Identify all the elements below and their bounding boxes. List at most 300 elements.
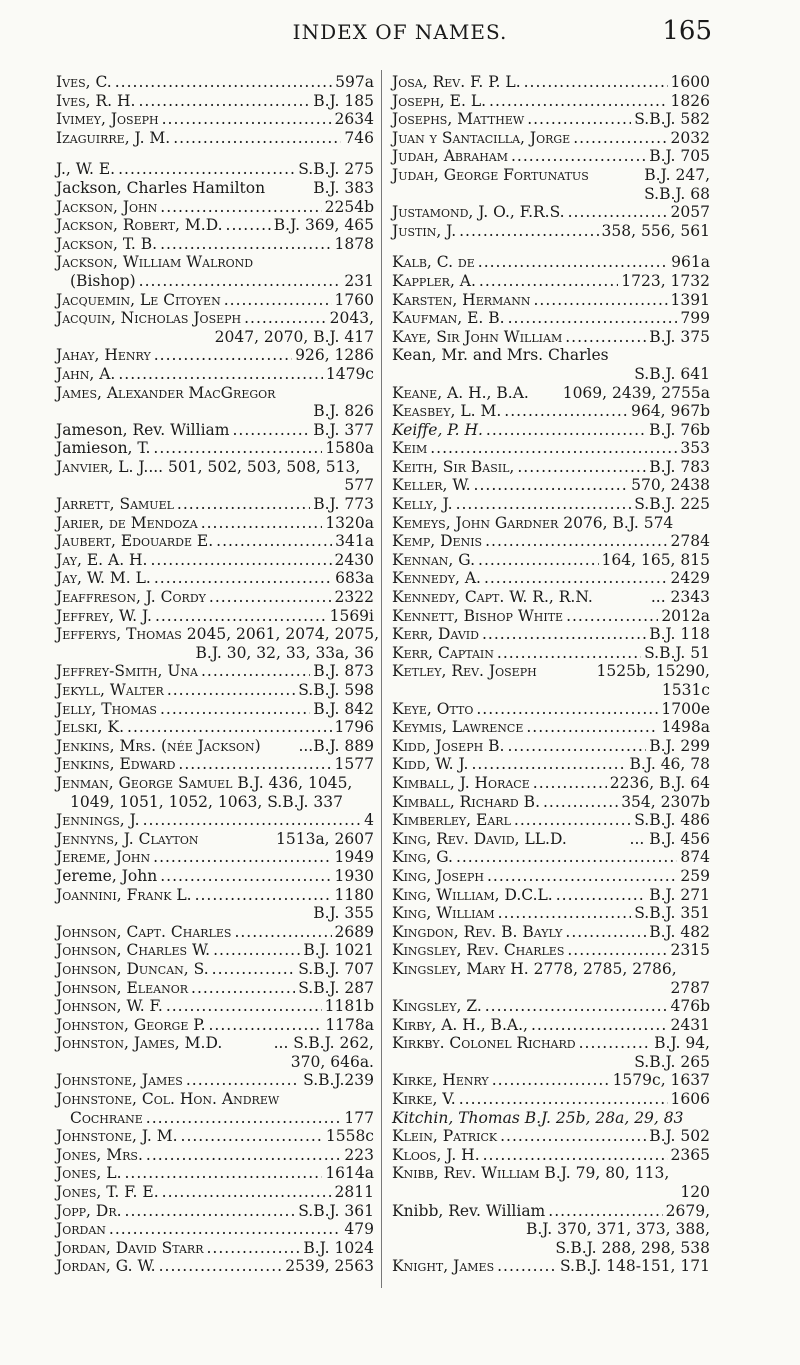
- entry-name: Jones, T. F. E.: [56, 1183, 159, 1202]
- right-column: [392, 73, 710, 1276]
- entry-reference: 2315: [670, 941, 710, 960]
- leader-dots: [153, 848, 331, 867]
- entry-reference: B.J. 369, 465: [273, 216, 374, 235]
- entry-reference: S.B.J. 51: [644, 643, 710, 662]
- index-entry: [56, 421, 374, 440]
- entry-reference: 1181b: [324, 997, 374, 1016]
- entry-name: Justin, J.: [392, 221, 457, 240]
- index-entry-continuation: B.J. 30, 32, 33, 33a, 36: [195, 643, 374, 662]
- entry-name: Jameson, Rev. William: [56, 420, 230, 439]
- index-entry: [56, 588, 374, 607]
- leader-dots: [487, 867, 677, 886]
- index-entry-continuation: 2787: [670, 978, 710, 997]
- index-entry: [56, 73, 374, 92]
- index-entry-continuation: 120: [680, 1183, 710, 1202]
- leader-dots: [484, 569, 668, 588]
- index-entry: [392, 1257, 710, 1276]
- entry-name: Kennett, Bishop White: [392, 606, 564, 625]
- entry-name: J., W. E.: [56, 160, 116, 179]
- leader-dots: [181, 1127, 323, 1146]
- entry-reference: B.J. 705: [649, 147, 710, 166]
- entry-reference: 341a: [335, 532, 374, 551]
- leader-dots: [162, 1183, 332, 1202]
- leader-dots: [565, 923, 646, 942]
- entry-reference: S.B.J. 582: [634, 110, 710, 129]
- entry-name: Kloos, J. H.: [392, 1145, 480, 1164]
- leader-dots: [209, 588, 332, 607]
- column-divider: [381, 70, 382, 1288]
- index-entry: [56, 551, 374, 570]
- index-entry: [56, 198, 374, 217]
- leader-dots: [167, 681, 295, 700]
- leader-dots: [573, 129, 667, 148]
- index-entry: [56, 979, 374, 998]
- leader-dots: [456, 848, 677, 867]
- leader-dots: [474, 476, 629, 495]
- entry-name: Justamond, J. O., F.R.S.: [392, 203, 565, 222]
- entry-reference: 2012a: [661, 606, 710, 625]
- index-entry: [56, 1183, 374, 1202]
- index-entry: [56, 1146, 374, 1165]
- leader-dots: [139, 272, 342, 291]
- entry-name: Kelly, J.: [392, 495, 453, 514]
- index-entry: [392, 700, 710, 719]
- entry-name: Jenkins, Edward: [56, 755, 176, 774]
- entry-name: Jordan, David Starr: [56, 1238, 204, 1257]
- entry-reference: 1930: [334, 866, 374, 885]
- leader-dots: [234, 923, 331, 942]
- entry-reference: 2634: [334, 110, 374, 129]
- index-entry: [56, 92, 374, 111]
- leader-dots: [125, 1202, 296, 1221]
- index-entry: [392, 625, 710, 644]
- entry-name: Izaguirre, J. M.: [56, 128, 171, 147]
- index-entry: [392, 309, 710, 328]
- entry-reference: ... B.J. 456: [629, 829, 710, 848]
- entry-name: Jenman, George Samuel B.J. 436, 1045,: [56, 773, 353, 792]
- entry-name: Jacquin, Nicholas Joseph: [56, 309, 242, 328]
- leader-dots: [177, 495, 310, 514]
- entry-reference: 1600: [670, 73, 710, 91]
- index-entry: [56, 960, 374, 979]
- entry-reference: 1558c: [325, 1127, 374, 1146]
- entry-name: Keiffe, P. H.: [392, 420, 483, 439]
- leader-dots: [568, 203, 668, 222]
- entry-name: Jackson, Charles Hamilton: [56, 178, 266, 197]
- entry-name: King, Joseph: [392, 866, 484, 885]
- index-entry: [56, 607, 374, 626]
- leader-dots: [160, 198, 321, 217]
- entry-reference: 1069, 2439, 2755a: [562, 383, 710, 402]
- entry-name: Kalb, C. de: [392, 253, 475, 272]
- entry-name: King, Rev. David, LL.D.: [392, 829, 567, 848]
- leader-dots: [500, 1127, 646, 1146]
- index-entry: [56, 1239, 374, 1258]
- entry-reference: B.J. 185: [313, 91, 374, 110]
- leader-dots: [178, 755, 331, 774]
- index-entry-continuation: 1531c: [661, 681, 710, 699]
- entry-reference: 2431: [670, 1015, 710, 1034]
- index-entry: [392, 551, 710, 570]
- leader-dots: [478, 253, 668, 272]
- entry-name: Keim: [392, 439, 428, 458]
- entry-reference: B.J. 842: [313, 699, 374, 718]
- index-entry: [56, 737, 374, 756]
- leader-dots: [567, 941, 667, 960]
- entry-name: King, William, D.C.L.: [392, 885, 553, 904]
- leader-dots: [498, 904, 632, 923]
- entry-name: Keasbey, L. M.: [392, 402, 502, 421]
- leader-dots: [146, 1109, 342, 1128]
- leader-dots: [125, 1164, 323, 1183]
- entry-name: Joannini, Frank L.: [56, 885, 192, 904]
- entry-reference: 1577: [334, 755, 374, 774]
- leader-dots: [459, 222, 598, 241]
- left-column: [56, 73, 380, 1276]
- entry-reference: S.B.J. 225: [634, 495, 710, 514]
- entry-reference: S.B.J.239: [303, 1071, 374, 1090]
- entry-name: Jackson, Robert, M.D.: [56, 216, 223, 235]
- entry-name: Joseph, E. L.: [392, 91, 487, 110]
- index-entry: [56, 718, 374, 737]
- entry-name: Kemp, Denis: [392, 532, 483, 551]
- leader-dots: [115, 73, 332, 92]
- entry-reference: 964, 967b: [631, 402, 710, 421]
- index-entry-continuation: 577: [344, 476, 374, 495]
- entry-name: Klein, Patrick: [392, 1127, 498, 1146]
- index-entry: [392, 514, 710, 533]
- entry-name: Kirby, A. H., B.A.,: [392, 1015, 528, 1034]
- entry-name: Judah, George Fortunatus: [392, 165, 589, 184]
- entry-reference: 1580a: [325, 439, 374, 458]
- index-entry: [392, 1127, 710, 1146]
- leader-dots: [556, 886, 646, 905]
- entry-name: Jackson, John: [56, 197, 158, 216]
- index-entry: [56, 774, 374, 793]
- entry-reference: ... 2343: [650, 588, 710, 607]
- entry-name: Johnstone, James: [56, 1071, 183, 1090]
- entry-reference: S.B.J. 361: [298, 1201, 374, 1220]
- index-entry: [56, 625, 380, 644]
- index-entry: [392, 718, 710, 737]
- index-entry: [56, 495, 374, 514]
- index-entry: [56, 848, 374, 867]
- leader-dots: [212, 960, 296, 979]
- entry-name: Jereme, John: [56, 866, 158, 885]
- entry-name: Kidd, W. J.: [392, 755, 469, 774]
- index-entry: [392, 439, 710, 458]
- entry-reference: S.B.J. 287: [298, 978, 374, 997]
- entry-name: Kennan, G.: [392, 550, 476, 569]
- leader-dots: [127, 718, 332, 737]
- index-entry: [392, 886, 710, 905]
- entry-name: Jopp, Dr.: [56, 1201, 122, 1220]
- index-entry: [56, 346, 374, 365]
- entry-name: Jones, L.: [56, 1164, 122, 1183]
- index-entry: [392, 253, 710, 272]
- leader-dots: [579, 1034, 652, 1053]
- entry-name: Jeffrey, W. J.: [56, 606, 152, 625]
- index-entry: [392, 774, 710, 793]
- index-entry: [56, 867, 374, 886]
- leader-dots: [471, 755, 626, 774]
- index-entry-continuation: S.B.J. 265: [634, 1052, 710, 1071]
- leader-dots: [511, 147, 646, 166]
- entry-name: Jones, Mrs.: [56, 1145, 143, 1164]
- index-entry: [56, 179, 374, 198]
- entry-name: Johnson, Capt. Charles: [56, 922, 232, 941]
- index-entry: [392, 1071, 710, 1090]
- leader-dots: [507, 737, 646, 756]
- index-entry: [392, 644, 710, 663]
- entry-name: Jay, E. A. H.: [56, 550, 148, 569]
- leader-dots: [478, 551, 598, 570]
- entry-reference: 597a: [335, 73, 374, 91]
- entry-name: Jelly, Thomas: [56, 699, 157, 718]
- entry-name: Jenkins, Mrs. (née Jackson): [56, 736, 261, 755]
- entry-name: Jackson, T. B.: [56, 234, 158, 253]
- entry-name: Ivimey, Joseph: [56, 110, 159, 129]
- entry-reference: 2254b: [324, 197, 374, 216]
- index-entry: [56, 997, 374, 1016]
- index-entry: [392, 811, 710, 830]
- entry-reference: 1498a: [661, 718, 710, 737]
- entry-reference: 1606: [670, 1090, 710, 1109]
- entry-reference: B.J. 375: [649, 327, 710, 346]
- index-entry: [56, 681, 374, 700]
- index-entry: [56, 1164, 374, 1183]
- leader-dots: [533, 291, 667, 310]
- index-entry: [392, 662, 710, 681]
- entry-reference: B.J. 1024: [303, 1238, 374, 1257]
- leader-dots: [476, 700, 658, 719]
- index-entry: [392, 960, 710, 979]
- entry-reference: 2043,: [329, 309, 374, 328]
- entry-reference: S.B.J. 275: [298, 160, 374, 179]
- entry-name: Kirke, V.: [392, 1090, 456, 1109]
- entry-reference: B.J. 383: [313, 178, 374, 197]
- entry-reference: 2322: [334, 588, 374, 607]
- leader-dots: [244, 309, 327, 328]
- index-entry: [392, 328, 710, 347]
- leader-dots: [479, 272, 618, 291]
- index-entry: [56, 514, 374, 533]
- index-entry: [392, 1146, 710, 1165]
- entry-name: Jaubert, Edouarde E.: [56, 532, 214, 551]
- entry-reference: 2057: [670, 203, 710, 222]
- entry-reference: S.B.J. 486: [634, 811, 710, 830]
- page-title: INDEX OF NAMES.: [292, 20, 508, 44]
- index-entry: [392, 737, 710, 756]
- entry-name: Johnson, Charles W.: [56, 941, 211, 960]
- entry-reference: 1178a: [325, 1015, 374, 1034]
- entry-reference: 926, 1286: [295, 346, 374, 365]
- index-entry-continuation: 1049, 1051, 1052, 1063, S.B.J. 337: [70, 792, 343, 811]
- index-entry-continuation: Jackson, William Walrond: [56, 253, 254, 272]
- entry-reference: B.J. 247,: [644, 165, 710, 184]
- leader-dots: [548, 1202, 662, 1221]
- leader-dots: [206, 1239, 300, 1258]
- index-entry: [392, 1109, 710, 1128]
- entry-reference: 746: [344, 128, 374, 147]
- entry-reference: 4: [364, 811, 374, 830]
- entry-name: Jeffrey-Smith, Una: [56, 662, 198, 681]
- entry-name: Knibb, Rev. William B.J. 79, 80, 113,: [392, 1164, 670, 1183]
- entry-name: Keller, W.: [392, 476, 471, 495]
- leader-dots: [209, 1016, 323, 1035]
- index-entry: [56, 216, 374, 235]
- entry-name: Jordan: [56, 1220, 106, 1239]
- index-entry-continuation: 370, 646a.: [290, 1052, 374, 1071]
- index-entry: [56, 1034, 374, 1053]
- entry-name: Keye, Otto: [392, 699, 474, 718]
- index-entry-continuation: B.J. 355: [313, 904, 374, 923]
- index-entry: [56, 569, 374, 588]
- entry-reference: 1525b, 15290,: [596, 662, 710, 681]
- leader-dots: [504, 402, 628, 421]
- leader-dots: [533, 774, 607, 793]
- entry-name: Jordan, G. W.: [56, 1257, 156, 1276]
- leader-dots: [233, 421, 311, 440]
- index-entry: [392, 73, 710, 92]
- leader-dots: [543, 793, 618, 812]
- leader-dots: [166, 997, 322, 1016]
- entry-name: Jarier, de Mendoza: [56, 513, 198, 532]
- entry-name: Johnson, Duncan, S.: [56, 959, 209, 978]
- entry-reference: 799: [680, 309, 710, 328]
- entry-reference: B.J. 482: [649, 922, 710, 941]
- index-entry: [56, 309, 374, 328]
- entry-name: Jahn, A.: [56, 364, 116, 383]
- entry-name: Jennyns, J. Clayton: [56, 829, 199, 848]
- leader-dots: [485, 997, 668, 1016]
- entry-name: Kitchin, Thomas B.J. 25b, 28a, 29, 83: [392, 1108, 684, 1127]
- entry-reference: 1391: [670, 290, 710, 309]
- entry-reference: 570, 2438: [631, 476, 710, 495]
- entry-name: Kappler, A.: [392, 271, 476, 290]
- entry-name: Knight, James: [392, 1257, 495, 1276]
- index-entry: [392, 291, 710, 310]
- entry-name: Jahay, Henry: [56, 346, 151, 365]
- index-entry-continuation: Johnstone, Col. Hon. Andrew: [56, 1090, 280, 1109]
- entry-name: Johnston, James, M.D.: [56, 1034, 223, 1053]
- entry-name: Kingsley, Rev. Charles: [392, 941, 565, 960]
- index-entry: [56, 160, 374, 179]
- leader-dots: [483, 1146, 668, 1165]
- index-entry: [56, 1127, 374, 1146]
- entry-reference: 177: [344, 1108, 374, 1127]
- entry-reference: B.J. 299: [649, 736, 710, 755]
- entry-name: Kennedy, Capt. W. R., R.N.: [392, 588, 593, 607]
- entry-name: Jelski, K.: [56, 718, 125, 737]
- entry-name: Kimball, Richard B.: [392, 792, 540, 811]
- index-entry: [392, 997, 710, 1016]
- leader-dots: [485, 532, 667, 551]
- entry-name: Jeaffreson, J. Cordy: [56, 588, 206, 607]
- entry-reference: 1826: [670, 91, 710, 110]
- leader-dots: [151, 551, 332, 570]
- index-entry: [392, 830, 710, 849]
- entry-reference: 223: [344, 1145, 374, 1164]
- index-entry: [392, 867, 710, 886]
- entry-reference: ...B.J. 889: [298, 736, 374, 755]
- index-entry: [392, 402, 710, 421]
- entry-reference: 479: [344, 1220, 374, 1239]
- leader-dots: [226, 216, 271, 235]
- entry-reference: 1614a: [325, 1164, 374, 1183]
- leader-dots: [173, 129, 341, 148]
- entry-name: Johnson, Eleanor: [56, 978, 189, 997]
- entry-reference: 353: [680, 439, 710, 458]
- entry-reference: 2811: [334, 1183, 374, 1202]
- entry-name: Ketley, Rev. Joseph: [392, 662, 537, 681]
- leader-dots: [153, 439, 322, 458]
- entry-reference: 1513a, 2607: [276, 829, 374, 848]
- leader-dots: [526, 718, 658, 737]
- entry-name: (Bishop): [70, 271, 136, 290]
- page-number: 165: [662, 16, 712, 46]
- entry-name: Ives, C.: [56, 73, 112, 91]
- leader-dots: [216, 532, 332, 551]
- entry-name: Kaufman, E. B.: [392, 309, 505, 328]
- index-entry-continuation: S.B.J. 68: [644, 184, 710, 203]
- index-entry: [56, 235, 374, 254]
- leader-dots: [160, 235, 331, 254]
- entry-name: Janvier, L. J.... 501, 502, 503, 508, 513,: [56, 457, 361, 476]
- index-entry: [392, 110, 710, 129]
- entry-reference: 1796: [334, 718, 374, 737]
- index-entry: [392, 222, 710, 241]
- index-entry-continuation: S.B.J. 288, 298, 538: [555, 1238, 710, 1257]
- entry-name: King, William: [392, 904, 495, 923]
- entry-reference: 1760: [334, 290, 374, 309]
- index-entry: [392, 384, 710, 403]
- entry-name: Keith, Sir Basil,: [392, 457, 515, 476]
- entry-reference: B.J. 377: [313, 420, 374, 439]
- entry-reference: 1180: [334, 885, 374, 904]
- leader-dots: [191, 979, 295, 998]
- leader-dots: [456, 495, 632, 514]
- leader-dots: [143, 811, 362, 830]
- index-entry: [392, 1090, 710, 1109]
- index-entry: [392, 272, 710, 291]
- entry-reference: 354, 2307b: [621, 792, 710, 811]
- entry-reference: 231: [344, 271, 374, 290]
- leader-dots: [118, 160, 295, 179]
- page-header: [0, 16, 800, 56]
- section-gap: [56, 147, 374, 160]
- entry-name: Josa, Rev. F. P. L.: [392, 73, 521, 91]
- index-entry: [392, 92, 710, 111]
- entry-reference: 476b: [670, 997, 710, 1016]
- entry-reference: 874: [680, 848, 710, 867]
- entry-name: Jennings, J.: [56, 811, 140, 830]
- entry-reference: 164, 165, 815: [601, 550, 710, 569]
- index-entry: [56, 439, 374, 458]
- index-entry: [56, 811, 374, 830]
- leader-dots: [154, 346, 292, 365]
- entry-name: Jamieson, T.: [56, 439, 151, 458]
- index-entry-continuation: 2047, 2070, B.J. 417: [214, 327, 374, 346]
- entry-name: Kaye, Sir John William: [392, 327, 563, 346]
- entry-name: Jefferys, Thomas 2045, 2061, 2074, 2075,: [56, 625, 380, 644]
- entry-name: Jekyll, Walter: [56, 681, 164, 699]
- index-entry: [392, 421, 710, 440]
- entry-name: Keymis, Lawrence: [392, 718, 524, 737]
- index-entry: [56, 110, 374, 129]
- entry-reference: 2365: [670, 1145, 710, 1164]
- entry-reference: 1878: [334, 234, 374, 253]
